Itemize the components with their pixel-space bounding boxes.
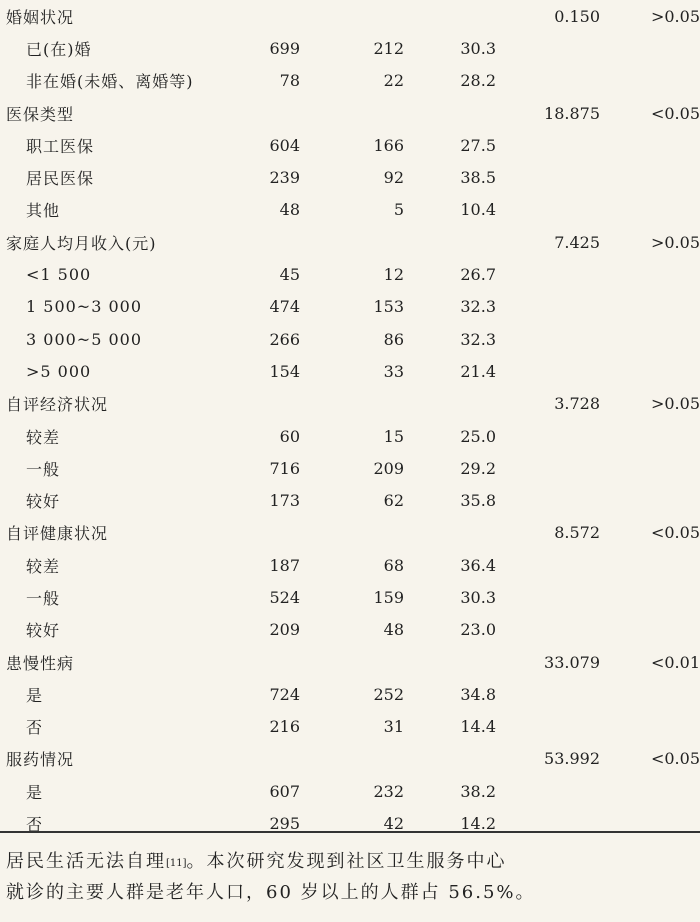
- chi-square-cell: [496, 129, 600, 161]
- case-count-cell: 22: [383, 71, 404, 91]
- chi-square-cell: [496, 32, 600, 64]
- row-label: 较差: [26, 427, 61, 447]
- case-count-cell: 5: [393, 200, 404, 220]
- rate-cell: 14.4: [460, 717, 496, 737]
- p-value-cell: >0.05: [650, 6, 700, 26]
- total-count-cell: 48: [279, 200, 300, 220]
- group-header-row: [0, 97, 700, 129]
- table-row: [0, 484, 700, 516]
- paragraph-line-2: 就诊的主要人群是老年人口，60 岁以上的人群占 56.5%。: [6, 882, 536, 903]
- rate-cell: 38.2: [460, 781, 496, 801]
- table-row: [0, 323, 700, 355]
- case-count-cell: 159: [373, 587, 404, 607]
- p-value-cell: [600, 258, 700, 290]
- group-header-row: [0, 388, 700, 420]
- total-count-cell: 607: [269, 781, 300, 801]
- rate-cell: 29.2: [460, 458, 496, 478]
- table-row: [0, 258, 700, 290]
- total-count-cell: 699: [269, 38, 300, 58]
- total-count-cell: 524: [269, 587, 300, 607]
- case-count-cell: 92: [383, 168, 404, 188]
- row-label: >5 000: [26, 361, 92, 381]
- rate-cell: [404, 97, 496, 129]
- group-header-row: [0, 646, 700, 678]
- table-row: [0, 711, 700, 743]
- chi-square-cell: [496, 452, 600, 484]
- p-value-cell: [600, 807, 700, 839]
- rate-cell: 26.7: [460, 265, 496, 285]
- case-count-cell: 31: [383, 717, 404, 737]
- chi-square-cell: [496, 355, 600, 387]
- paragraph-line-1: [6, 846, 696, 877]
- table-bottom-rule: [0, 831, 700, 833]
- rate-cell: 21.4: [460, 361, 496, 381]
- row-label: 较好: [26, 621, 61, 641]
- p-value-cell: [600, 549, 700, 581]
- p-value-cell: <0.05: [650, 749, 700, 769]
- case-count-cell: 15: [383, 426, 404, 446]
- group-label: 自评经济状况: [6, 395, 109, 415]
- rate-cell: [404, 226, 496, 258]
- row-label: 其他: [26, 201, 61, 221]
- chi-square-cell: [496, 711, 600, 743]
- chi-square-cell: 8.572: [554, 523, 600, 543]
- total-count-cell: 716: [269, 458, 300, 478]
- chi-square-cell: [496, 678, 600, 710]
- rate-cell: [404, 388, 496, 420]
- rate-cell: [404, 0, 496, 32]
- case-count-cell: 212: [373, 38, 404, 58]
- group-label: 医保类型: [6, 104, 75, 124]
- chi-square-cell: [496, 323, 600, 355]
- case-count-cell: [300, 646, 404, 678]
- rate-cell: 25.0: [460, 426, 496, 446]
- case-count-cell: [300, 226, 404, 258]
- case-count-cell: 166: [373, 135, 404, 155]
- total-count-cell: [236, 0, 300, 32]
- total-count-cell: 154: [269, 361, 300, 381]
- rate-cell: 30.3: [460, 38, 496, 58]
- paragraph-text: 。本次研究发现到社区卫生服务中心: [186, 851, 507, 872]
- rate-cell: 30.3: [460, 587, 496, 607]
- total-count-cell: 295: [269, 814, 300, 834]
- p-value-cell: [600, 129, 700, 161]
- total-count-cell: [236, 743, 300, 775]
- p-value-cell: [600, 678, 700, 710]
- group-header-row: [0, 517, 700, 549]
- chi-square-cell: [496, 194, 600, 226]
- chi-square-cell: [496, 65, 600, 97]
- row-label: 否: [26, 815, 44, 835]
- p-value-cell: [600, 65, 700, 97]
- p-value-cell: [600, 32, 700, 64]
- rate-cell: 27.5: [460, 135, 496, 155]
- rate-cell: [404, 646, 496, 678]
- total-count-cell: 474: [269, 297, 300, 317]
- chi-square-cell: 53.992: [544, 749, 600, 769]
- total-count-cell: 216: [269, 717, 300, 737]
- p-value-cell: [600, 452, 700, 484]
- chi-square-cell: [496, 484, 600, 516]
- total-count-cell: 45: [279, 265, 300, 285]
- row-label: 1 500~3 000: [26, 297, 143, 317]
- total-count-cell: 173: [269, 491, 300, 511]
- rate-cell: 35.8: [460, 491, 496, 511]
- row-label: 是: [26, 782, 44, 802]
- rate-cell: 32.3: [460, 329, 496, 349]
- table-row: [0, 452, 700, 484]
- total-count-cell: 239: [269, 168, 300, 188]
- row-label: 一般: [26, 459, 61, 479]
- chi-square-cell: [496, 775, 600, 807]
- case-count-cell: [300, 517, 404, 549]
- case-count-cell: 153: [373, 297, 404, 317]
- table-row: [0, 549, 700, 581]
- rate-cell: 14.2: [460, 814, 496, 834]
- p-value-cell: [600, 581, 700, 613]
- table-row: [0, 775, 700, 807]
- group-header-row: [0, 0, 700, 32]
- group-label: 服药情况: [6, 750, 75, 770]
- group-header-row: [0, 226, 700, 258]
- row-label: 已(在)婚: [26, 39, 92, 59]
- table-row: [0, 32, 700, 64]
- group-header-row: [0, 743, 700, 775]
- total-count-cell: 78: [279, 71, 300, 91]
- total-count-cell: [236, 388, 300, 420]
- chi-square-cell: [496, 258, 600, 290]
- case-count-cell: [300, 0, 404, 32]
- p-value-cell: [600, 291, 700, 323]
- paragraph-text: 居民生活无法自理: [6, 851, 166, 872]
- rate-cell: 34.8: [460, 684, 496, 704]
- rate-cell: 10.4: [460, 200, 496, 220]
- chi-square-cell: [496, 807, 600, 839]
- p-value-cell: [600, 161, 700, 193]
- p-value-cell: [600, 775, 700, 807]
- row-label: 一般: [26, 588, 61, 608]
- chi-square-cell: [496, 420, 600, 452]
- p-value-cell: [600, 194, 700, 226]
- table-row: [0, 161, 700, 193]
- case-count-cell: 209: [373, 458, 404, 478]
- total-count-cell: [236, 226, 300, 258]
- case-count-cell: [300, 743, 404, 775]
- row-label: 较差: [26, 556, 61, 576]
- row-label: 否: [26, 718, 44, 738]
- chi-square-cell: 33.079: [544, 652, 600, 672]
- group-label: 自评健康状况: [6, 524, 109, 544]
- row-label: 较好: [26, 492, 61, 512]
- total-count-cell: 187: [269, 555, 300, 575]
- chi-square-cell: [496, 291, 600, 323]
- total-count-cell: 266: [269, 329, 300, 349]
- case-count-cell: 232: [373, 781, 404, 801]
- rate-cell: [404, 517, 496, 549]
- total-count-cell: 724: [269, 684, 300, 704]
- case-count-cell: [300, 97, 404, 129]
- rate-cell: 28.2: [460, 71, 496, 91]
- total-count-cell: 60: [279, 426, 300, 446]
- p-value-cell: [600, 711, 700, 743]
- case-count-cell: 12: [383, 265, 404, 285]
- chi-square-cell: 18.875: [544, 103, 600, 123]
- table-row: [0, 807, 700, 839]
- chi-square-cell: [496, 614, 600, 646]
- chi-square-cell: 7.425: [554, 232, 600, 252]
- p-value-cell: >0.05: [650, 394, 700, 414]
- total-count-cell: [236, 517, 300, 549]
- p-value-cell: [600, 420, 700, 452]
- case-count-cell: 252: [373, 684, 404, 704]
- p-value-cell: [600, 355, 700, 387]
- table-row: [0, 678, 700, 710]
- rate-cell: [404, 743, 496, 775]
- rate-cell: 38.5: [460, 168, 496, 188]
- total-count-cell: 604: [269, 135, 300, 155]
- table-row: [0, 129, 700, 161]
- citation-ref[interactable]: [11]: [166, 858, 187, 869]
- p-value-cell: [600, 484, 700, 516]
- body-paragraph: [6, 846, 696, 908]
- chi-square-cell: [496, 161, 600, 193]
- row-label: 非在婚(未婚、离婚等): [26, 72, 194, 92]
- row-label: 是: [26, 685, 44, 705]
- group-label: 患慢性病: [6, 653, 75, 673]
- case-count-cell: 48: [383, 620, 404, 640]
- row-label: 3 000~5 000: [26, 329, 143, 349]
- table-row: [0, 614, 700, 646]
- chi-square-cell: [496, 581, 600, 613]
- case-count-cell: [300, 388, 404, 420]
- table-row: [0, 65, 700, 97]
- row-label: <1 500: [26, 265, 92, 285]
- p-value-cell: <0.05: [650, 523, 700, 543]
- table-row: [0, 420, 700, 452]
- total-count-cell: [236, 97, 300, 129]
- chi-square-cell: 3.728: [554, 394, 600, 414]
- p-value-cell: >0.05: [650, 232, 700, 252]
- p-value-cell: <0.05: [650, 103, 700, 123]
- case-count-cell: 86: [383, 329, 404, 349]
- table-row: [0, 355, 700, 387]
- group-label: 婚姻状况: [6, 7, 75, 27]
- total-count-cell: 209: [269, 620, 300, 640]
- rate-cell: 36.4: [460, 555, 496, 575]
- row-label: 居民医保: [26, 169, 95, 189]
- group-label: 家庭人均月收入(元): [6, 233, 157, 253]
- rate-cell: 32.3: [460, 297, 496, 317]
- row-label: 职工医保: [26, 136, 95, 156]
- rate-cell: 23.0: [460, 620, 496, 640]
- table-row: [0, 194, 700, 226]
- p-value-cell: <0.01: [650, 652, 700, 672]
- case-count-cell: 42: [383, 814, 404, 834]
- p-value-cell: [600, 323, 700, 355]
- table-row: [0, 291, 700, 323]
- p-value-cell: [600, 614, 700, 646]
- chi-square-cell: [496, 549, 600, 581]
- table-row: [0, 581, 700, 613]
- total-count-cell: [236, 646, 300, 678]
- case-count-cell: 68: [383, 555, 404, 575]
- chi-square-cell: 0.150: [554, 6, 600, 26]
- case-count-cell: 33: [383, 361, 404, 381]
- case-count-cell: 62: [383, 491, 404, 511]
